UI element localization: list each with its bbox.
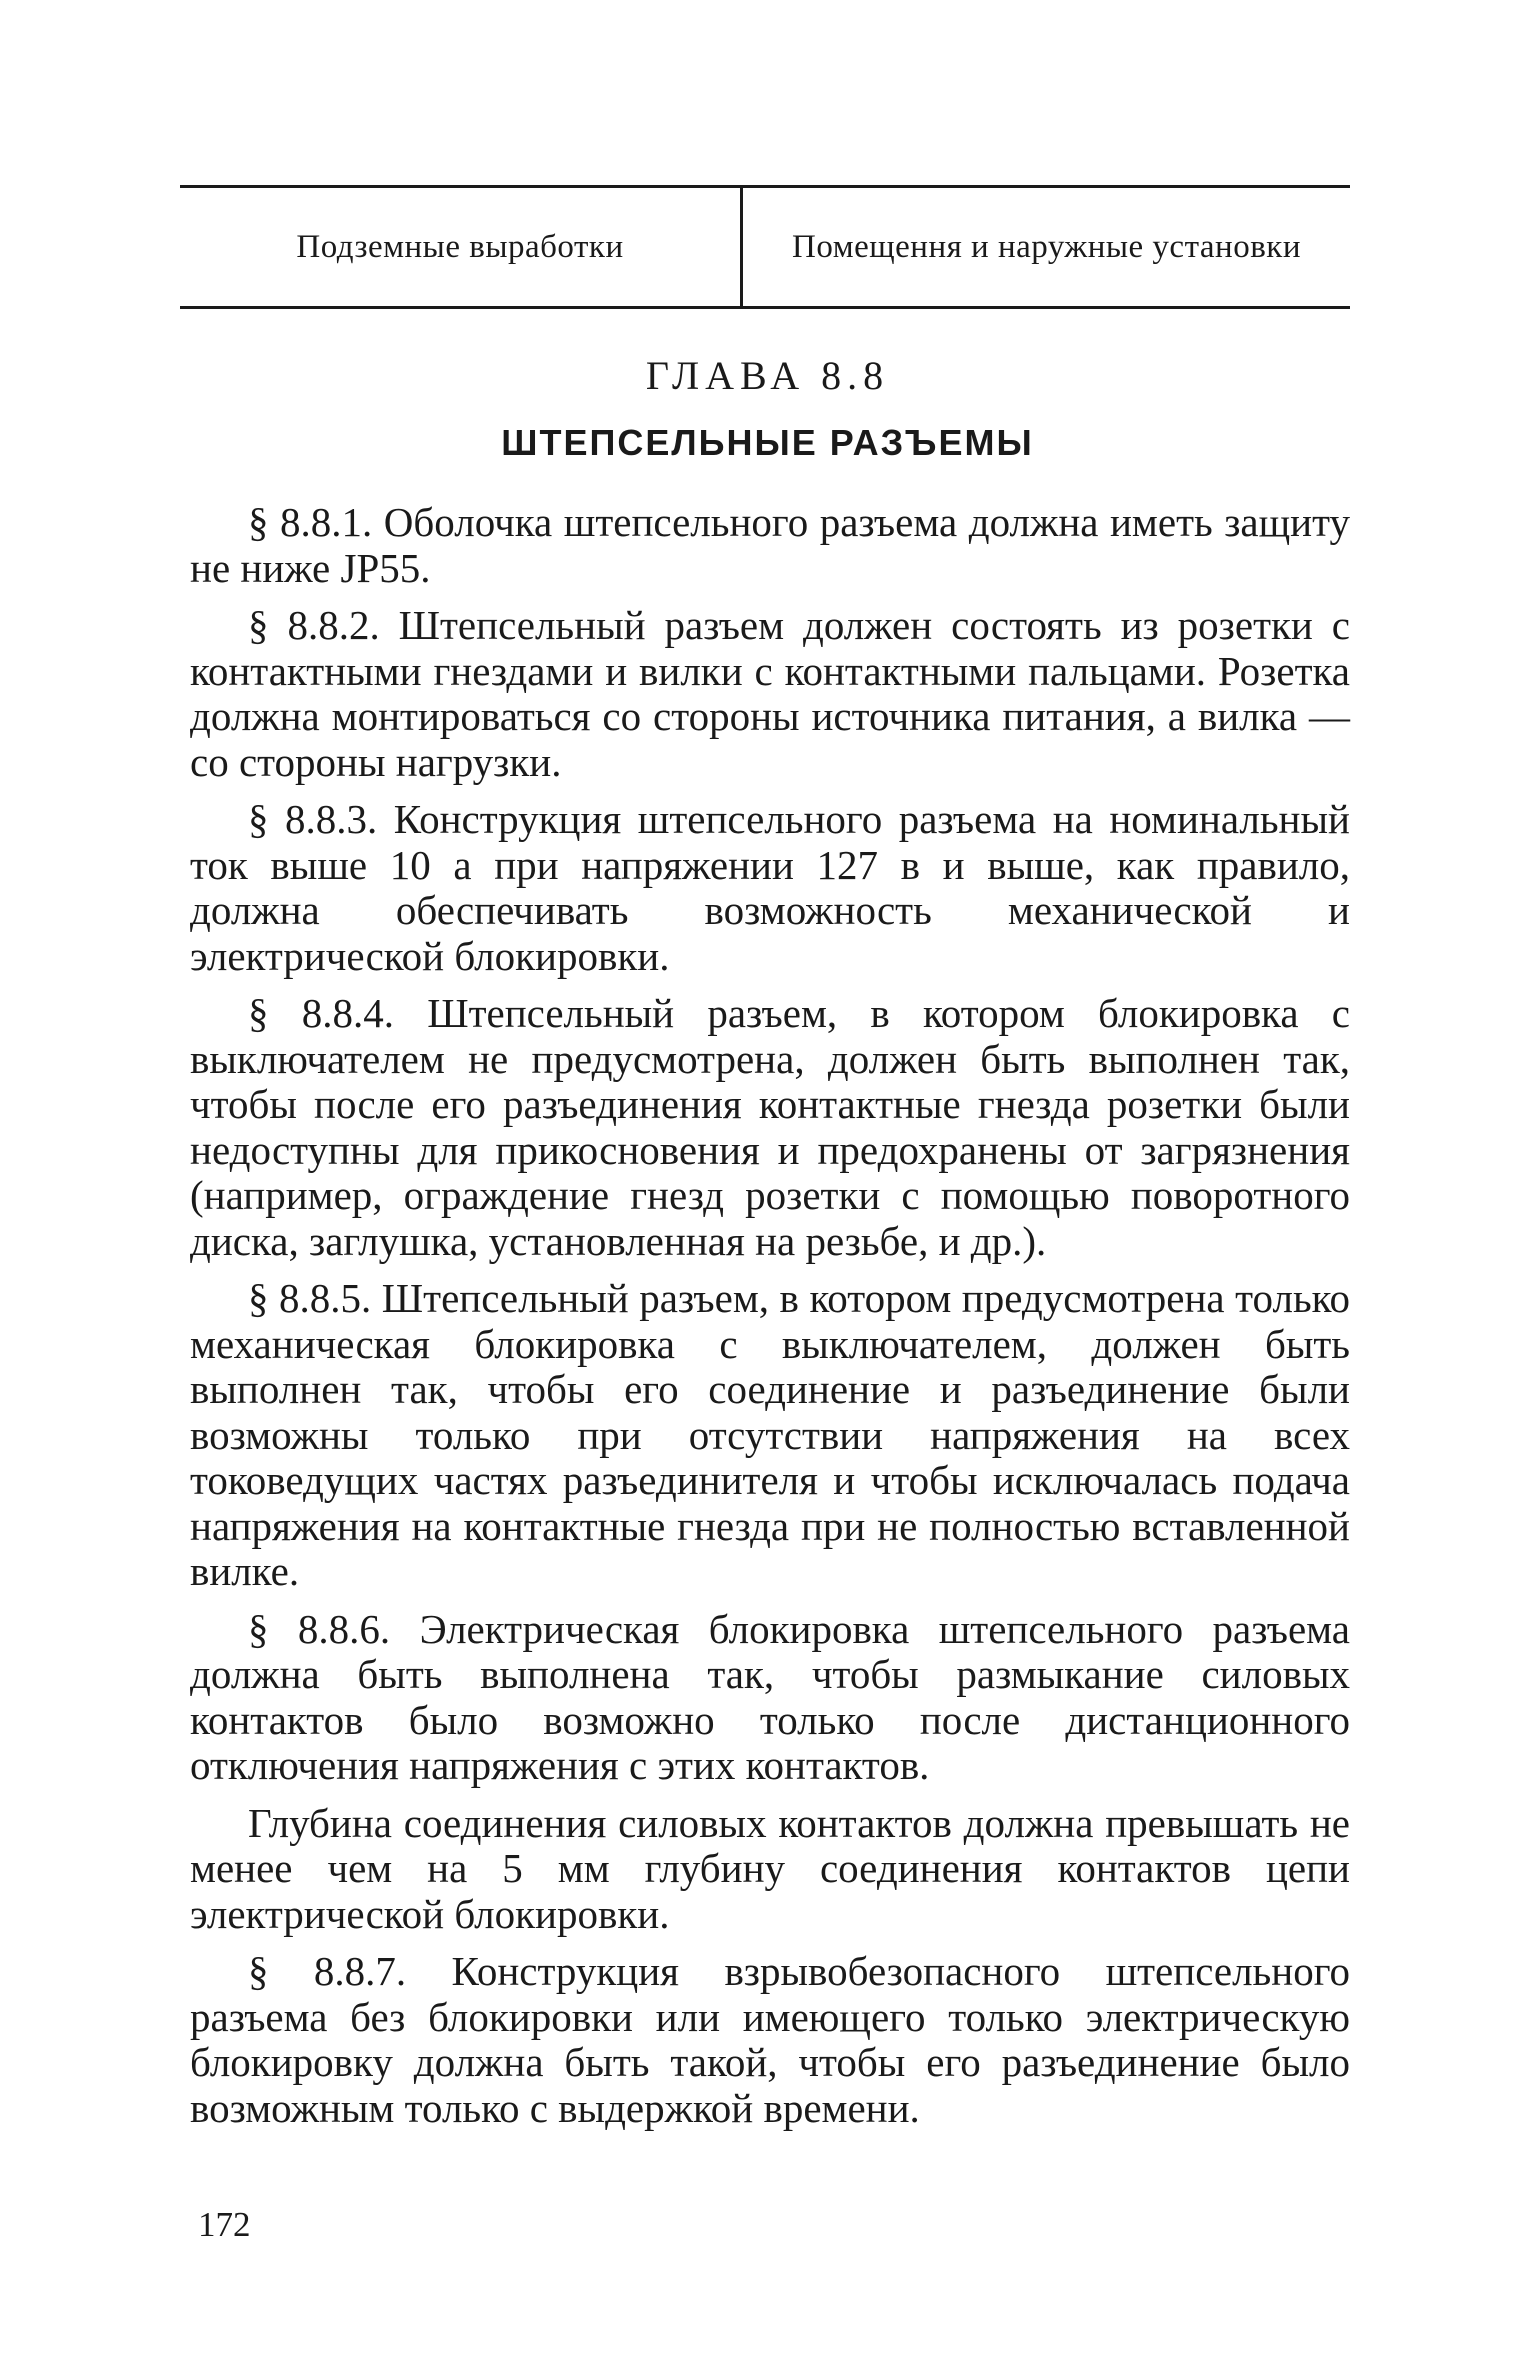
running-header-table — [180, 185, 1350, 309]
paragraph-8-8-1: § 8.8.1. Оболочка штепсельного разъема должна иметь защиту не ниже JP55. — [190, 499, 1350, 591]
paragraph-8-8-4: § 8.8.4. Штепсельный разъем, в котором блокировка с выключателем не предусмотрена, должен быть выполнен так, чтобы после его разъединения контактные гнезда розетки были недоступны для прикосновения и предохранены от загрязнения (например, ограждение гнезд розетки с помощью поворотного диска, заглушка, установленная на резьбе, и др.). — [190, 990, 1350, 1264]
paragraph-8-8-6-depth: Глубина соединения силовых контактов должна превышать не менее чем на 5 мм глубину соединения контактов цепи электрической блокировки. — [190, 1799, 1350, 1937]
paragraph-8-8-2: § 8.8.2. Штепсельный разъем должен состоять из розетки с контактными гнездами и вилки с контактными пальцами. Розетка должна монтироваться со стороны источника питания, а вилка — со стороны нагрузки. — [190, 602, 1350, 785]
header-left-cell: Подземные выработки — [180, 188, 743, 306]
paragraph-8-8-6: § 8.8.6. Электрическая блокировка штепсельного разъема должна быть выполнена так, чтобы размыкание силовых контактов было возможно только после дистанционного отключения напряжения с этих контактов. — [190, 1605, 1350, 1788]
body-text — [190, 500, 1350, 2143]
chapter-number: ГЛАВА 8.8 — [645, 353, 890, 398]
chapter-title: ШТЕПСЕЛЬНЫЕ РАЗЪЕМЫ — [501, 422, 1034, 463]
paragraph-8-8-3: § 8.8.3. Конструкция штепсельного разъема на номинальный ток выше 10 а при напряжении 127 в и выше, как правило, должна обеспечивать возможность механической и электрической блокировки. — [190, 796, 1350, 979]
header-right-cell: Помещення и наружные установки — [792, 228, 1301, 265]
paragraph-8-8-5: § 8.8.5. Штепсельный разъем, в котором предусмотрена только механическая блокировка с выключателем, должен быть выполнен так, чтобы его соединение и разъединение были возможны только при отсутствии напряжения на всех токоведущих частях разъединителя и чтобы исключалась подача напряжения на контактные гнезда при не полностью вставленной вилке. — [190, 1275, 1350, 1594]
page-number: 172 — [198, 2205, 251, 2244]
paragraph-8-8-7: § 8.8.7. Конструкция взрывобезопасного штепсельного разъема без блокировки или имеющего только электрическую блокировку должна быть такой, чтобы его разъединение было возможным только с выдержкой времени. — [190, 1948, 1350, 2131]
